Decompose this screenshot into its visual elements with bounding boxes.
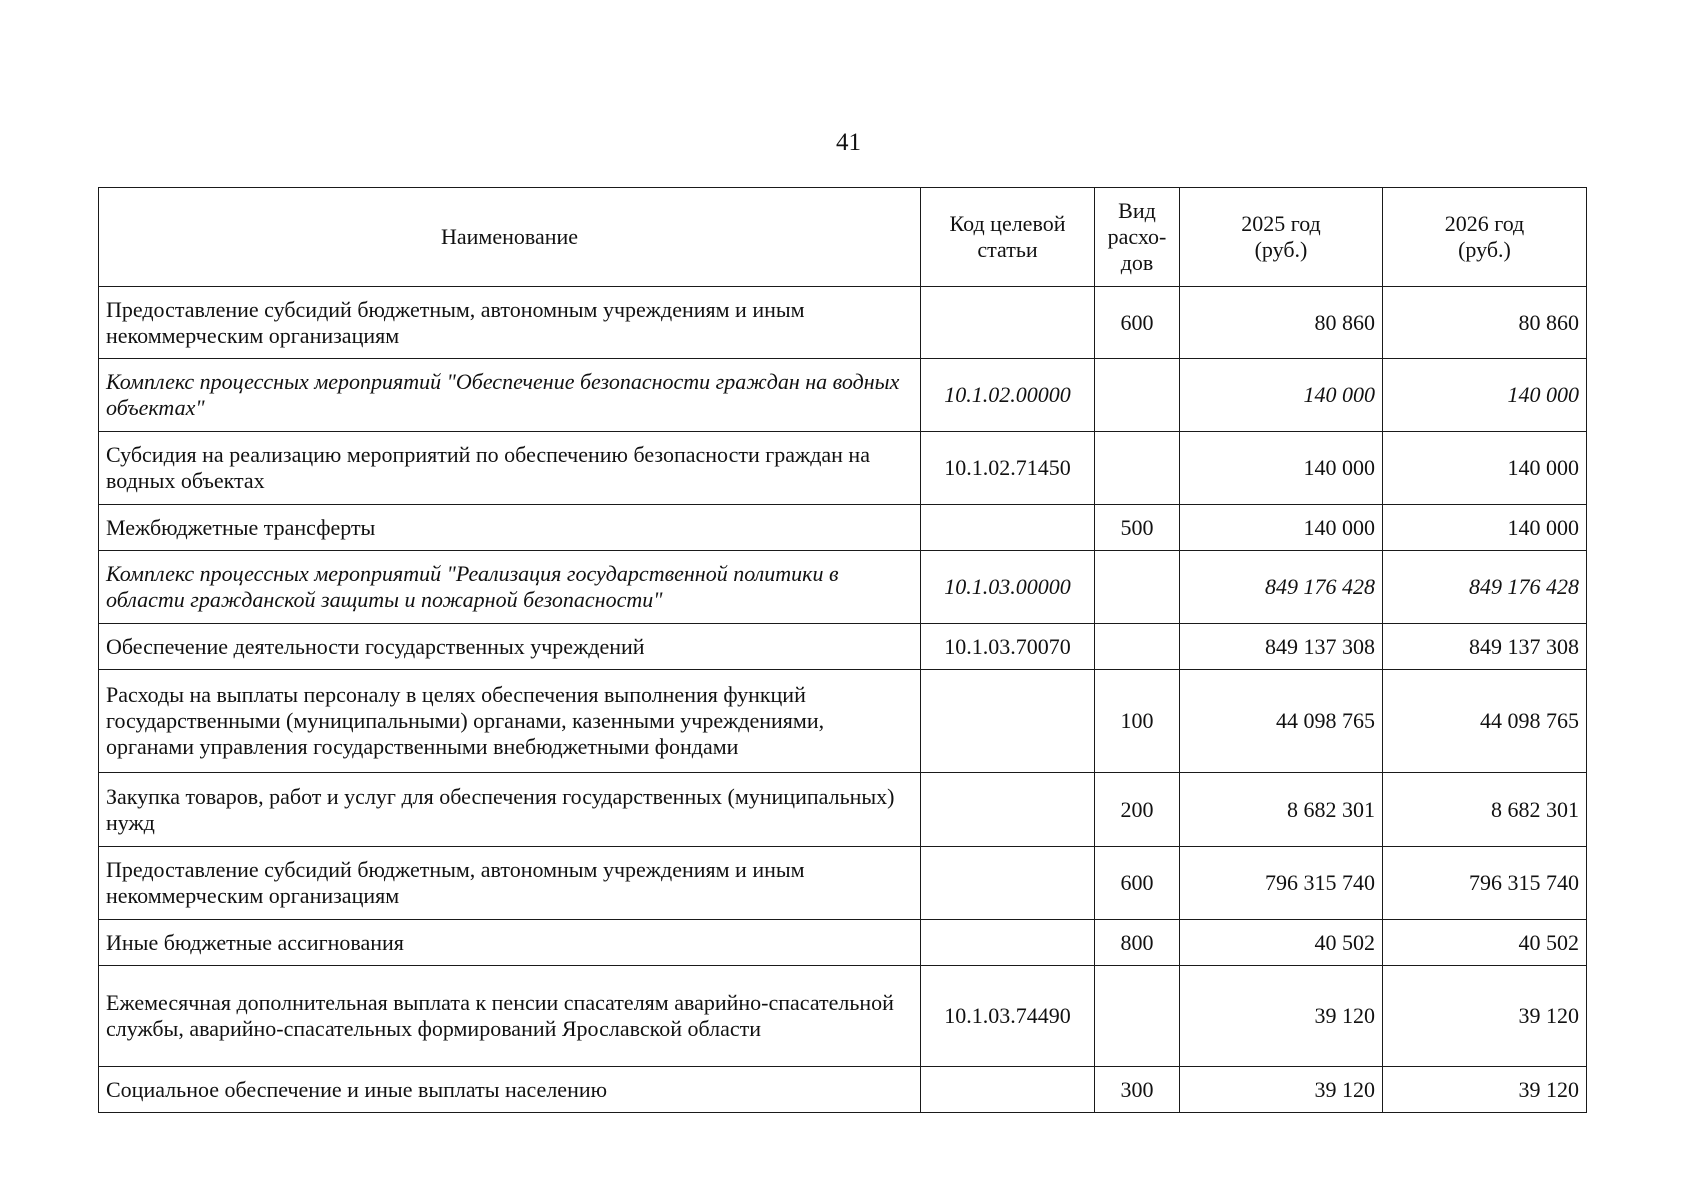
table-row — [99, 551, 1587, 624]
row-code: 10.1.03.00000 — [921, 551, 1095, 624]
row-code — [921, 773, 1095, 847]
row-vid: 600 — [1095, 847, 1180, 920]
row-2026: 140 000 — [1383, 359, 1587, 432]
row-2025: 8 682 301 — [1180, 773, 1383, 847]
row-vid — [1095, 966, 1180, 1067]
row-2025: 80 860 — [1180, 287, 1383, 359]
row-code — [921, 670, 1095, 773]
row-name: Расходы на выплаты персоналу в целях обеспечения выполнения функций государственными (муниципальными) органами, казенными учреждениями, органами управления государственными внебюджетными фондами — [99, 670, 921, 773]
row-name: Комплекс процессных мероприятий "Реализация государственной политики в области гражданской защиты и пожарной безопасности" — [99, 551, 921, 624]
row-code — [921, 287, 1095, 359]
table-row — [99, 287, 1587, 359]
row-2026: 39 120 — [1383, 1067, 1587, 1113]
table-row — [99, 359, 1587, 432]
row-2026: 140 000 — [1383, 432, 1587, 505]
row-vid — [1095, 624, 1180, 670]
row-2026: 796 315 740 — [1383, 847, 1587, 920]
row-name: Предоставление субсидий бюджетным, автономным учреждениям и иным некоммерческим организациям — [99, 287, 921, 359]
row-2025: 39 120 — [1180, 966, 1383, 1067]
row-2026: 80 860 — [1383, 287, 1587, 359]
row-2026: 8 682 301 — [1383, 773, 1587, 847]
row-name: Социальное обеспечение и иные выплаты населению — [99, 1067, 921, 1113]
header-2025-line1: 2025 год — [1241, 211, 1321, 236]
header-name — [99, 188, 921, 287]
header-2026 — [1383, 188, 1587, 287]
row-2025: 44 098 765 — [1180, 670, 1383, 773]
table-row — [99, 966, 1587, 1067]
row-name: Ежемесячная дополнительная выплата к пенсии спасателям аварийно-спасательной службы, аварийно-спасательных формирований Ярославской области — [99, 966, 921, 1067]
row-vid — [1095, 551, 1180, 624]
row-2026: 849 137 308 — [1383, 624, 1587, 670]
header-name-label: Наименование — [440, 224, 579, 249]
row-vid: 300 — [1095, 1067, 1180, 1113]
row-2026: 39 120 — [1383, 966, 1587, 1067]
row-2026: 44 098 765 — [1383, 670, 1587, 773]
row-2025: 140 000 — [1180, 432, 1383, 505]
row-name: Предоставление субсидий бюджетным, автономным учреждениям и иным некоммерческим организациям — [99, 847, 921, 920]
header-code-line2: статьи — [977, 237, 1038, 262]
row-2025: 849 137 308 — [1180, 624, 1383, 670]
table-row — [99, 773, 1587, 847]
row-code: 10.1.03.74490 — [921, 966, 1095, 1067]
row-code — [921, 920, 1095, 966]
table-row — [99, 624, 1587, 670]
row-code — [921, 1067, 1095, 1113]
row-vid — [1095, 432, 1180, 505]
table-row — [99, 670, 1587, 773]
row-name: Обеспечение деятельности государственных учреждений — [99, 624, 921, 670]
header-2026-line1: 2026 год — [1444, 211, 1525, 236]
row-vid — [1095, 359, 1180, 432]
row-vid: 200 — [1095, 773, 1180, 847]
header-vid-line2: расхо- — [1107, 224, 1167, 249]
row-2025: 849 176 428 — [1180, 551, 1383, 624]
table-row — [99, 1067, 1587, 1113]
row-vid: 800 — [1095, 920, 1180, 966]
header-vid-line1: Вид — [1118, 198, 1156, 223]
header-vid-line3: дов — [1120, 250, 1154, 275]
page-number: 41 — [836, 129, 861, 156]
row-2025: 796 315 740 — [1180, 847, 1383, 920]
table-row — [99, 920, 1587, 966]
row-2025: 140 000 — [1180, 505, 1383, 551]
row-name: Комплекс процессных мероприятий "Обеспечение безопасности граждан на водных объектах" — [99, 359, 921, 432]
row-2025: 39 120 — [1180, 1067, 1383, 1113]
budget-table — [98, 187, 1587, 1113]
row-vid: 500 — [1095, 505, 1180, 551]
table-header-row — [99, 188, 1587, 287]
row-2025: 140 000 — [1180, 359, 1383, 432]
row-vid: 600 — [1095, 287, 1180, 359]
row-2026: 140 000 — [1383, 505, 1587, 551]
table-row — [99, 505, 1587, 551]
row-2026: 849 176 428 — [1383, 551, 1587, 624]
row-2026: 40 502 — [1383, 920, 1587, 966]
header-2025-line2: (руб.) — [1254, 237, 1308, 262]
row-code — [921, 847, 1095, 920]
header-code-line1: Код целевой — [949, 211, 1066, 236]
table-row — [99, 847, 1587, 920]
table-row — [99, 432, 1587, 505]
header-2026-line2: (руб.) — [1458, 237, 1511, 262]
row-code: 10.1.03.70070 — [921, 624, 1095, 670]
row-name: Закупка товаров, работ и услуг для обеспечения государственных (муниципальных) нужд — [99, 773, 921, 847]
header-vid — [1095, 188, 1180, 287]
header-code — [921, 188, 1095, 287]
row-code — [921, 505, 1095, 551]
row-vid: 100 — [1095, 670, 1180, 773]
row-name: Межбюджетные трансферты — [99, 505, 921, 551]
row-code: 10.1.02.00000 — [921, 359, 1095, 432]
row-code: 10.1.02.71450 — [921, 432, 1095, 505]
row-2025: 40 502 — [1180, 920, 1383, 966]
row-name: Субсидия на реализацию мероприятий по обеспечению безопасности граждан на водных объектах — [99, 432, 921, 505]
header-2025 — [1180, 188, 1383, 287]
row-name: Иные бюджетные ассигнования — [99, 920, 921, 966]
